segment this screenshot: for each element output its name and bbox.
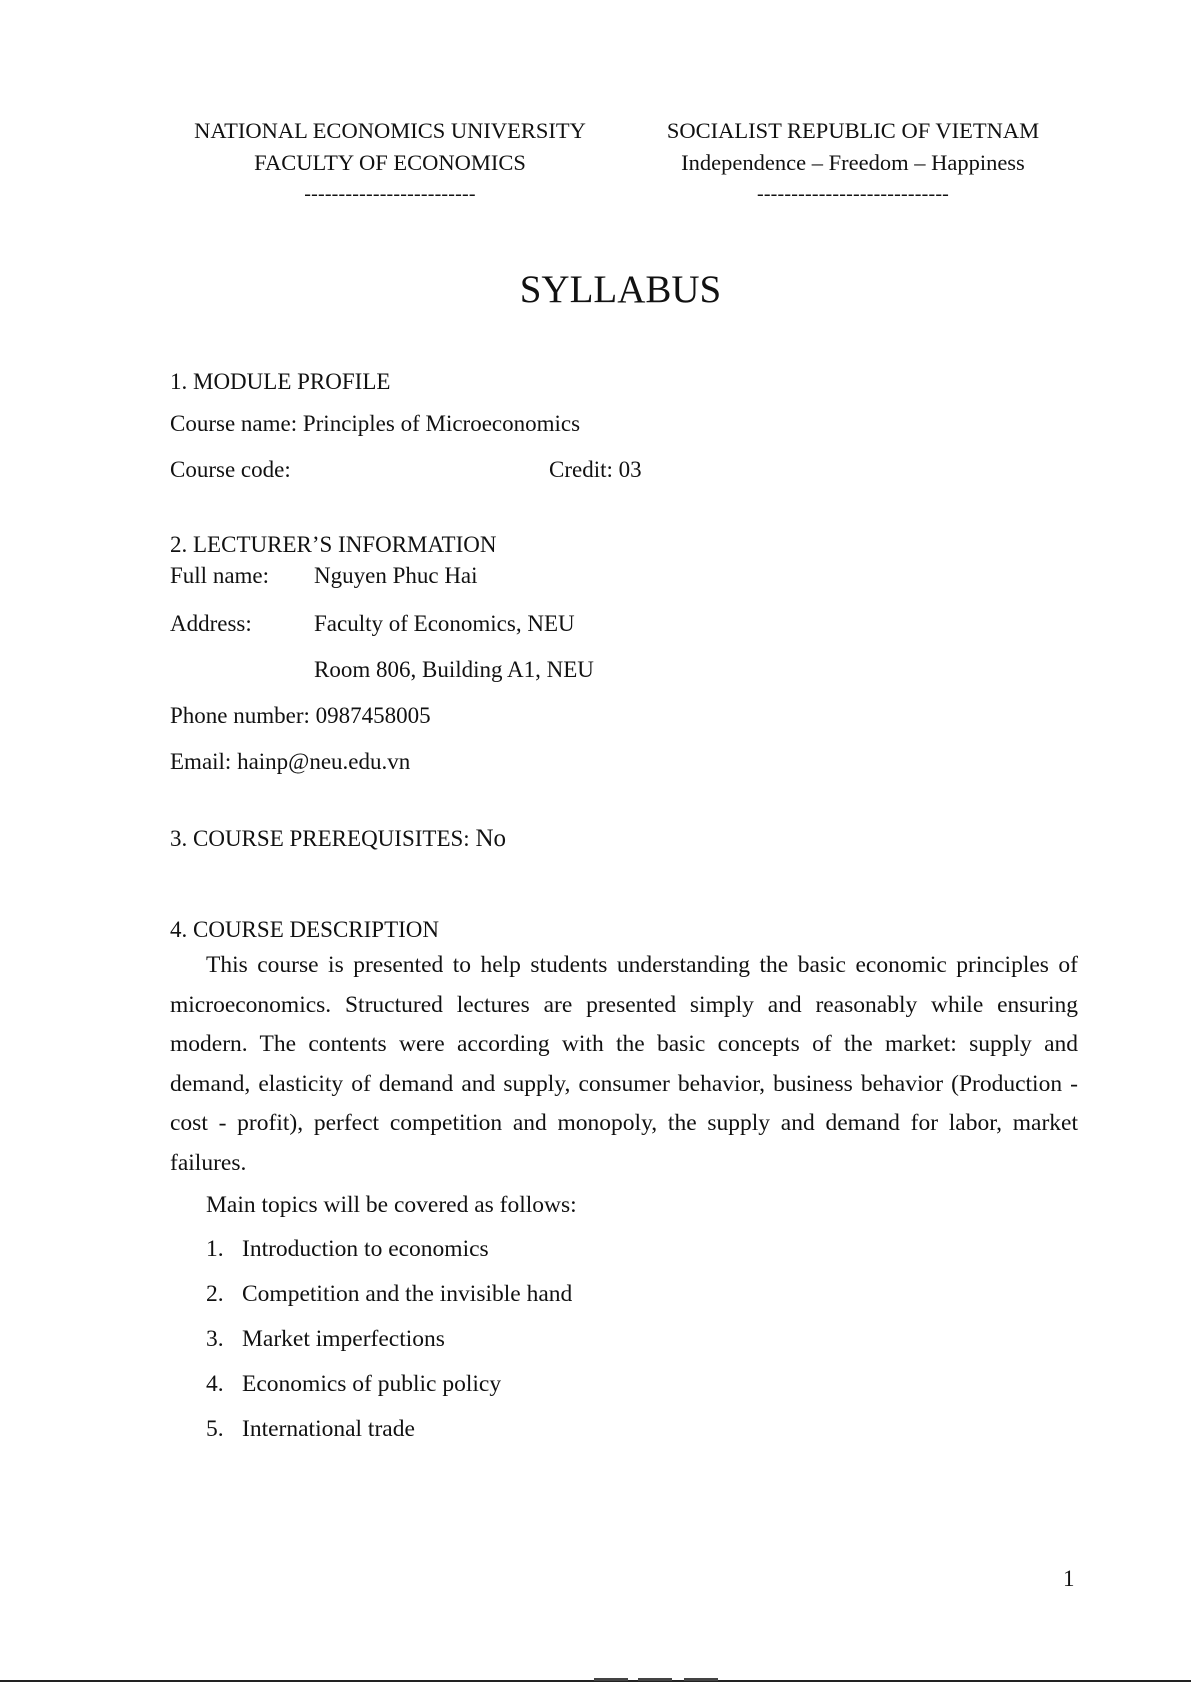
left-header-rule: ------------------------- xyxy=(304,183,476,205)
right-header-rule: ---------------------------- xyxy=(756,183,950,205)
section-1-heading: 1. MODULE PROFILE xyxy=(170,369,391,394)
page-title: SYLLABUS xyxy=(519,268,722,311)
address-line-2: Room 806, Building A1, NEU xyxy=(314,657,594,682)
list-item-number: 1. xyxy=(206,1236,224,1262)
list-item-number: 5. xyxy=(206,1416,224,1442)
section-2-heading: 2. LECTURER’S INFORMATION xyxy=(170,532,497,557)
fullname-value: Nguyen Phuc Hai xyxy=(314,563,478,588)
list-item-text: Competition and the invisible hand xyxy=(242,1281,573,1307)
list-item-number: 3. xyxy=(206,1326,224,1352)
list-item-text: Introduction to economics xyxy=(242,1236,489,1262)
topics-list xyxy=(206,1236,572,1461)
list-item-number: 4. xyxy=(206,1371,224,1397)
list-item-text: Economics of public policy xyxy=(242,1371,502,1397)
university-name: NATIONAL ECONOMICS UNIVERSITY xyxy=(194,118,586,143)
phone-number: Phone number: 0987458005 xyxy=(170,703,431,728)
country-name: SOCIALIST REPUBLIC OF VIETNAM xyxy=(666,118,1040,143)
list-item xyxy=(206,1371,572,1416)
list-item xyxy=(206,1236,572,1281)
list-item xyxy=(206,1416,572,1461)
page-number: 1 xyxy=(1063,1566,1075,1591)
course-name: Course name: Principles of Microeconomics xyxy=(170,411,581,436)
list-item xyxy=(206,1326,572,1371)
topics-intro: Main topics will be covered as follows: xyxy=(206,1192,577,1218)
section-4-heading: 4. COURSE DESCRIPTION xyxy=(170,917,440,942)
list-item-number: 2. xyxy=(206,1281,224,1307)
list-item xyxy=(206,1281,572,1326)
credit: Credit: 03 xyxy=(549,457,642,482)
fullname-label: Full name: xyxy=(170,563,270,588)
faculty-name: FACULTY OF ECONOMICS xyxy=(254,150,526,175)
list-item-text: Market imperfections xyxy=(242,1326,445,1352)
prerequisites-value: No xyxy=(475,825,506,852)
course-description xyxy=(170,946,1078,1183)
page-edge-mark xyxy=(594,1678,628,1681)
section-3 xyxy=(170,826,506,851)
description-paragraph: This course is presented to help students understanding the basic economic principles of microeconomics. Structured lectures are presented simply and reasonably while ensuring modern. The contents were according with the basic concepts of the market: supply and demand, elasticity of demand and supply, consumer behavior, business behavior (Production - cost - profit), perfect competition and monopoly, the supply and demand for labor, market failures. xyxy=(170,952,1078,1176)
section-3-heading: 3. COURSE PREREQUISITES: xyxy=(170,826,470,851)
course-code-label: Course code: xyxy=(170,457,291,482)
page-edge-mark xyxy=(684,1678,718,1681)
page-edge-mark xyxy=(638,1678,672,1681)
address-line-1: Faculty of Economics, NEU xyxy=(314,611,575,636)
list-item-text: International trade xyxy=(242,1416,415,1442)
address-label: Address: xyxy=(170,611,252,636)
email: Email: hainp@neu.edu.vn xyxy=(170,749,411,774)
national-motto: Independence – Freedom – Happiness xyxy=(681,150,1025,175)
